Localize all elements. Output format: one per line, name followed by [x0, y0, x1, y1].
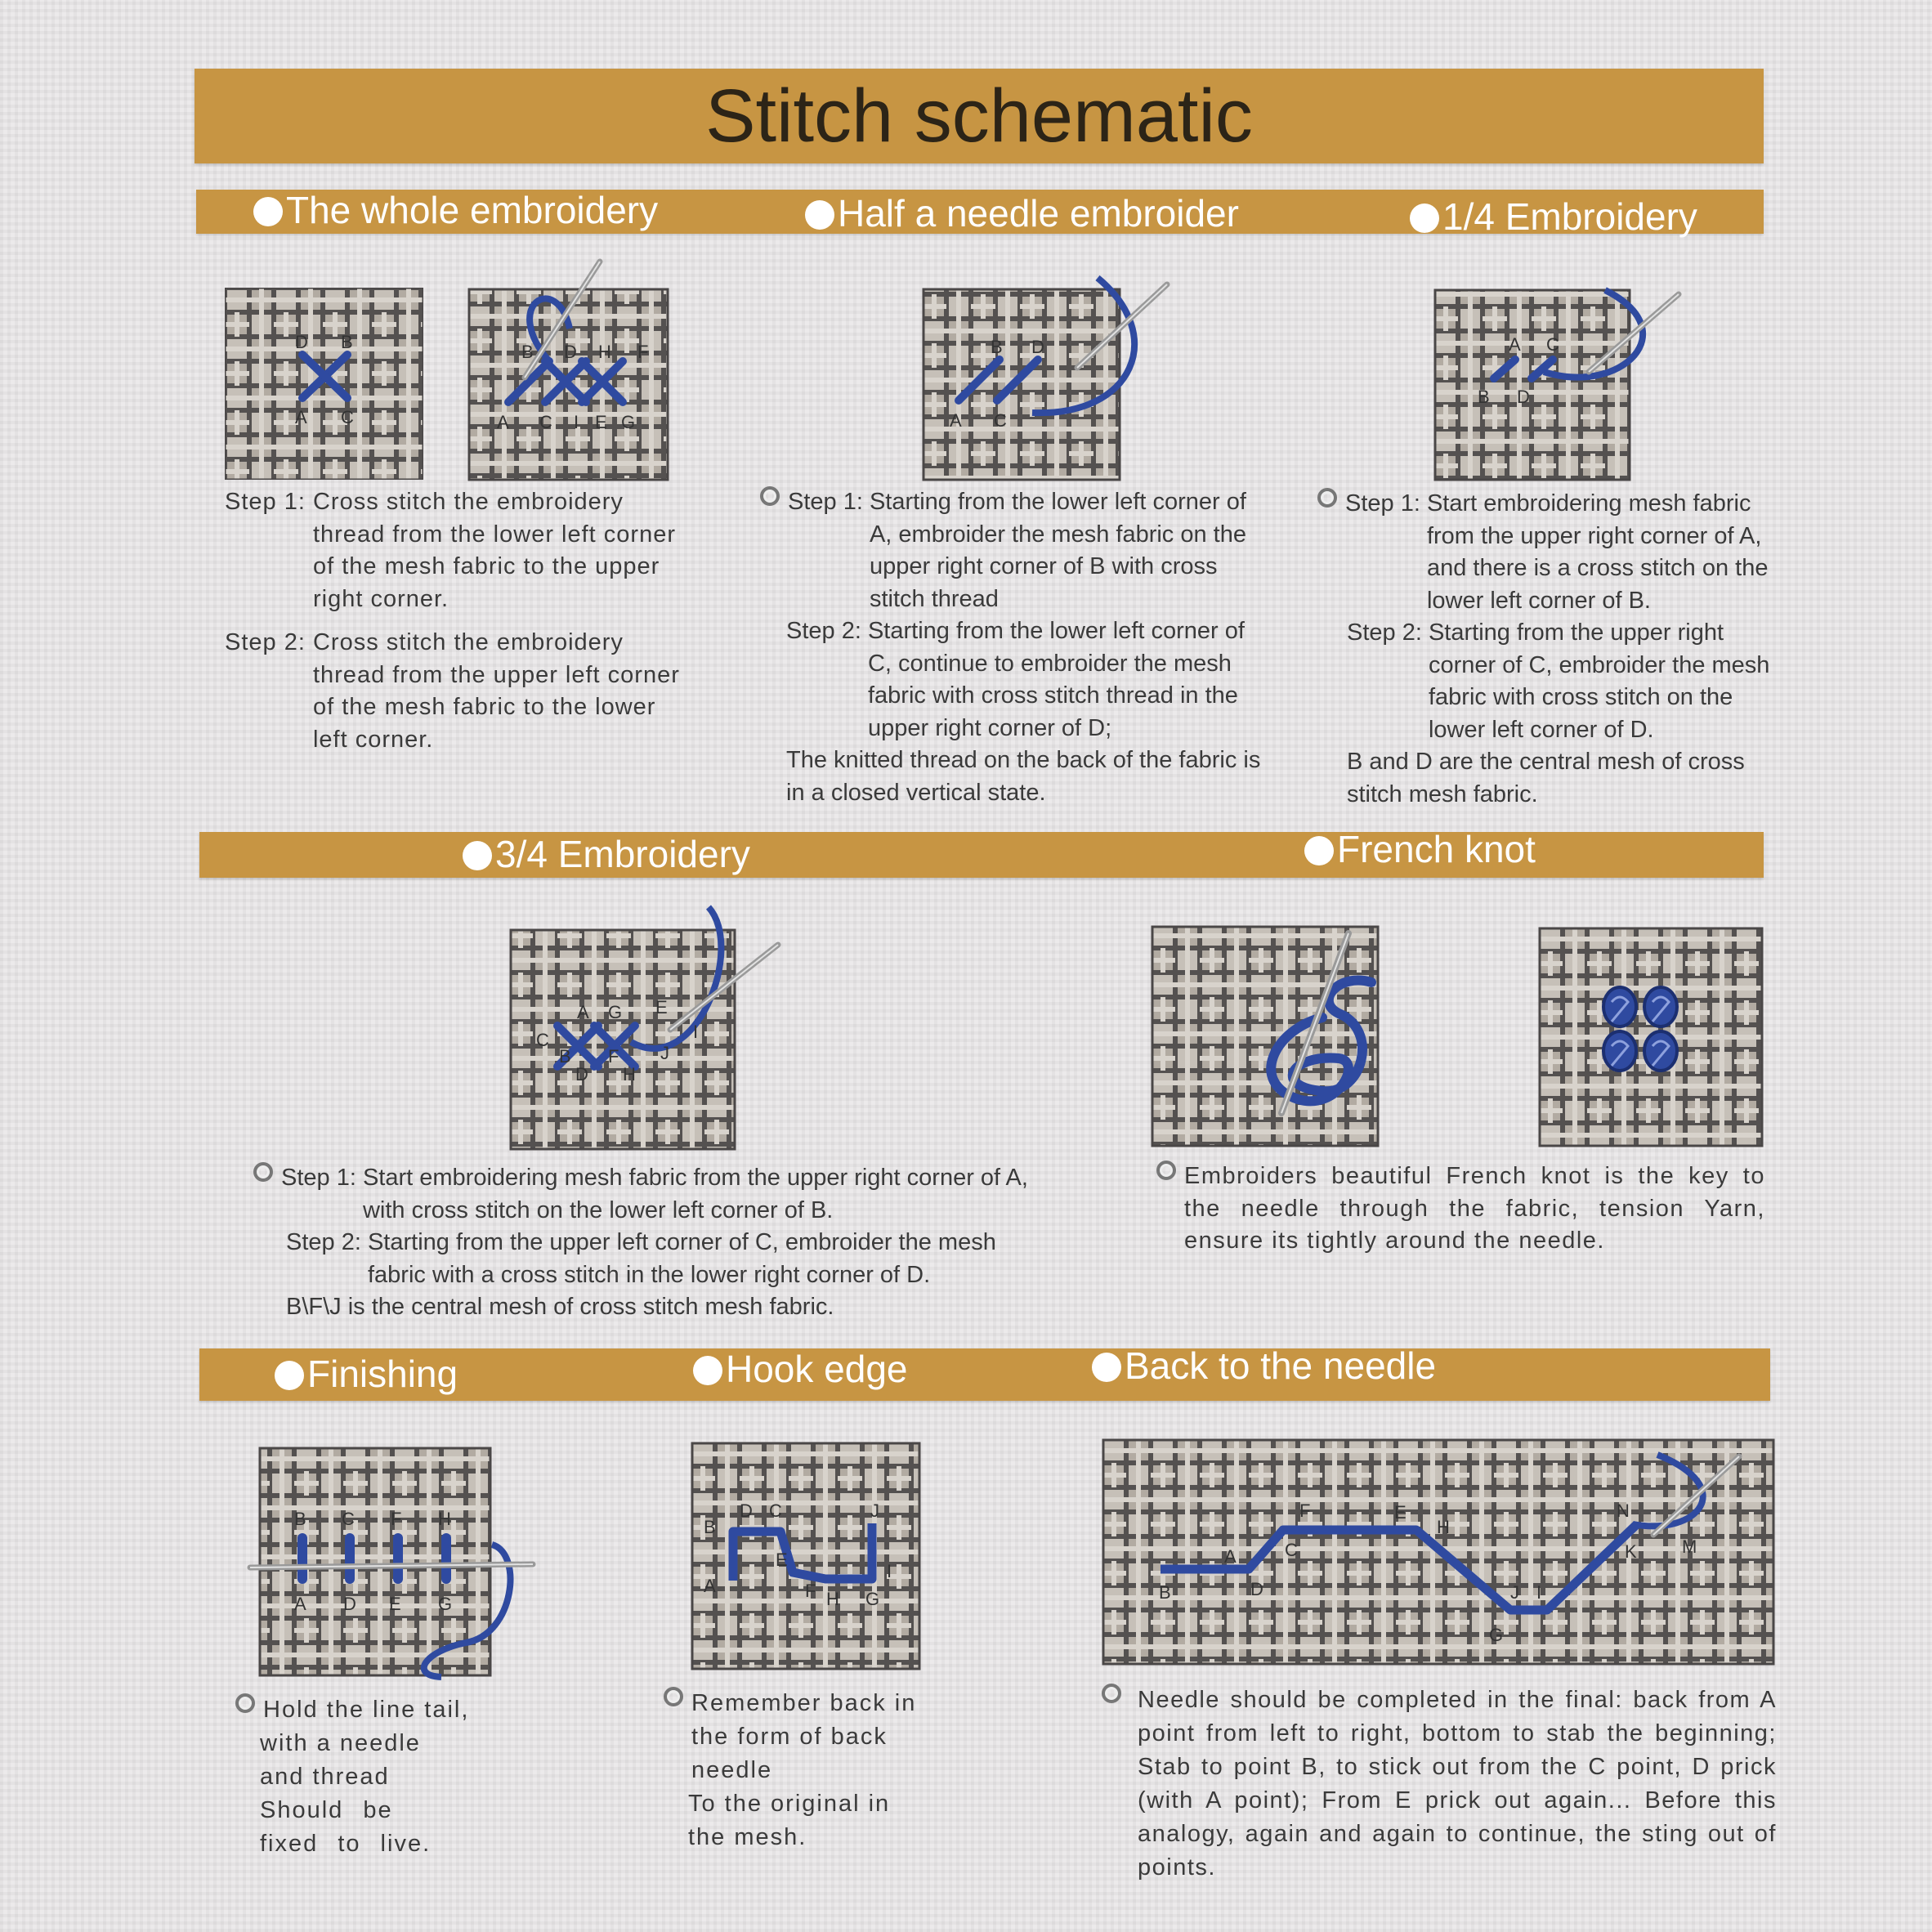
hook-text: Remember back in the form of back needle To the original in the mesh. [664, 1687, 933, 1854]
point-label: K [1625, 1541, 1637, 1562]
section-heading-half: Half a needle embroider [805, 191, 1239, 235]
point-label: B [991, 337, 1003, 357]
point-label: C [539, 412, 552, 432]
point-label: A [497, 412, 509, 432]
section-heading-three-quarter: 3/4 Embroidery [463, 832, 750, 876]
point-label: C [341, 407, 354, 427]
point-label: D [1250, 1579, 1263, 1599]
point-label: F [608, 1046, 619, 1067]
circle-bullet-icon [760, 486, 780, 506]
finishing-text: Hold the line tail, with a needle and thread Should be fixed to live. [235, 1693, 489, 1861]
point-label: I [574, 412, 579, 432]
section-heading-french: French knot [1304, 827, 1536, 871]
point-label: D [295, 332, 308, 352]
section-heading-back: Back to the needle [1092, 1344, 1436, 1388]
bullet-icon [1304, 836, 1334, 865]
point-label: B [521, 342, 534, 362]
point-label: G [1489, 1625, 1504, 1645]
quarter-note: B and D are the central mesh of cross stitch mesh fabric. [1347, 749, 1745, 807]
point-label: C [536, 1030, 549, 1050]
page-title: Stitch schematic [705, 74, 1253, 158]
point-label: H [1437, 1517, 1450, 1537]
point-label: D [1517, 387, 1530, 407]
section-heading-quarter: 1/4 Embroidery [1410, 195, 1697, 239]
back-needle-diagram [1102, 1438, 1777, 1666]
point-label: C [994, 410, 1007, 431]
quarter-steps [1317, 488, 1775, 811]
bullet-icon [805, 200, 834, 230]
point-label: A [704, 1576, 716, 1596]
whole-diagram-1 [225, 288, 423, 480]
point-label: G [438, 1594, 453, 1614]
point-label: J [1510, 1582, 1519, 1603]
point-label: G [865, 1589, 880, 1609]
bullet-icon [253, 197, 283, 226]
step-1: Step 1: Starting from the lower left corner of A, embroider the mesh fabric on the upper right corner of B with cross stitch thread [760, 486, 1267, 615]
section-heading-whole: The whole embroidery [253, 188, 658, 232]
bullet-icon [1410, 203, 1439, 233]
step-2: Step 2: Starting from the lower left corner of C, continue to embroider the mesh fabric with cross stitch thread in the upper right corner of D; [786, 618, 1245, 741]
three-quarter-note: B\F\J is the central mesh of cross stitch mesh fabric. [286, 1294, 834, 1320]
step-2: Step 2: Starting from the upper right corner of C, embroider the mesh fabric with cross stitch on the lower left corner of D. [1347, 619, 1770, 743]
circle-bullet-icon [253, 1162, 273, 1182]
point-label: F [805, 1581, 816, 1601]
step-1: Step 1: Cross stitch the embroidery thread from the lower left corner of the mesh fabric to the upper right corner. [225, 489, 676, 612]
point-label: M [1682, 1536, 1697, 1557]
step-2: Step 2: Cross stitch the embroidery thread from the upper left corner of the mesh fabric to the lower left corner. [225, 629, 680, 753]
french-text: Embroiders beautiful French knot is the key to the needle through the fabric, tension Yarn, ensure its tightly around the needle. [1156, 1161, 1765, 1258]
point-label: B [559, 1046, 571, 1067]
point-label: F [637, 342, 649, 362]
point-label: C [342, 1509, 355, 1529]
circle-bullet-icon [1317, 488, 1337, 508]
circle-bullet-icon [235, 1693, 255, 1713]
point-label: A [950, 410, 962, 431]
french-knot-diagram-1 [1151, 924, 1461, 1148]
point-label: F [391, 1509, 402, 1529]
quarter-diagram [1433, 282, 1695, 482]
point-label: E [1394, 1502, 1407, 1523]
step-1: Step 1: Start embroidering mesh fabric from the upper right corner of A, and there is a cross stitch on the lower left corner of B. [1317, 488, 1775, 617]
finishing-diagram [245, 1447, 548, 1692]
point-label: N [1617, 1500, 1630, 1521]
circle-bullet-icon [664, 1687, 683, 1706]
point-label: A [295, 407, 307, 427]
circle-bullet-icon [1102, 1684, 1121, 1703]
bullet-icon [693, 1356, 722, 1385]
point-label: C [769, 1500, 782, 1521]
point-label: H [598, 342, 611, 362]
section-heading-finishing: Finishing [275, 1352, 458, 1396]
half-note: The knitted thread on the back of the fabric is in a closed vertical state. [786, 747, 1261, 806]
three-quarter-diagram [508, 899, 786, 1152]
point-label: I [887, 1561, 892, 1581]
section-heading-hook: Hook edge [693, 1347, 908, 1391]
point-label: E [655, 997, 668, 1017]
point-label: G [621, 412, 636, 432]
bullet-icon [275, 1361, 304, 1390]
french-knot-diagram-2 [1538, 927, 1764, 1147]
point-label: B [1159, 1582, 1171, 1603]
step-2: Step 2: Starting from the upper left corner of C, embroider the mesh fabric with a cross stitch in the lower right corner of D. [286, 1229, 996, 1288]
point-label: C [1285, 1540, 1298, 1560]
point-label: J [660, 1043, 669, 1063]
point-label: F [1299, 1500, 1311, 1521]
bullet-icon [463, 841, 492, 870]
point-label: B [294, 1509, 306, 1529]
point-label: G [608, 1002, 623, 1022]
three-quarter-steps [253, 1162, 1071, 1324]
point-label: D [564, 342, 577, 362]
point-label: D [343, 1594, 356, 1614]
point-label: B [341, 332, 353, 352]
circle-bullet-icon [1156, 1161, 1176, 1180]
point-label: I [1536, 1582, 1542, 1603]
half-steps [760, 486, 1267, 809]
back-text: Needle should be completed in the final: back from A point from left to right, bottom to stab the beginning; Stab to point B, to stick out from the C point, D prick (with A point); From E prick out again... Before this analogy, again and again to continue, the sting out of points. [1102, 1684, 1777, 1885]
point-label: B [704, 1517, 716, 1537]
hook-diagram [691, 1442, 921, 1670]
point-label: E [595, 412, 607, 432]
point-label: D [1031, 337, 1044, 357]
point-label: A [294, 1594, 306, 1614]
point-label: D [740, 1500, 753, 1521]
point-label: A [1224, 1546, 1237, 1567]
point-label: A [1509, 334, 1521, 355]
point-label: H [438, 1509, 451, 1529]
whole-steps [225, 486, 682, 756]
point-label: E [776, 1550, 788, 1570]
point-label: E [389, 1594, 401, 1614]
point-label: A [577, 1002, 589, 1022]
bullet-icon [1092, 1353, 1121, 1382]
point-label: J [870, 1500, 879, 1521]
step-1: Step 1: Start embroidering mesh fabric from the upper right corner of A, with cross stitch on the lower left corner of B. [253, 1162, 1071, 1227]
point-label: B [1478, 387, 1490, 407]
point-label: I [693, 1022, 699, 1042]
whole-diagram-2 [467, 255, 672, 482]
point-label: C [1546, 334, 1559, 355]
point-label: H [826, 1589, 839, 1609]
point-label: H [623, 1064, 636, 1085]
point-label: D [575, 1064, 588, 1085]
half-diagram [922, 270, 1175, 482]
